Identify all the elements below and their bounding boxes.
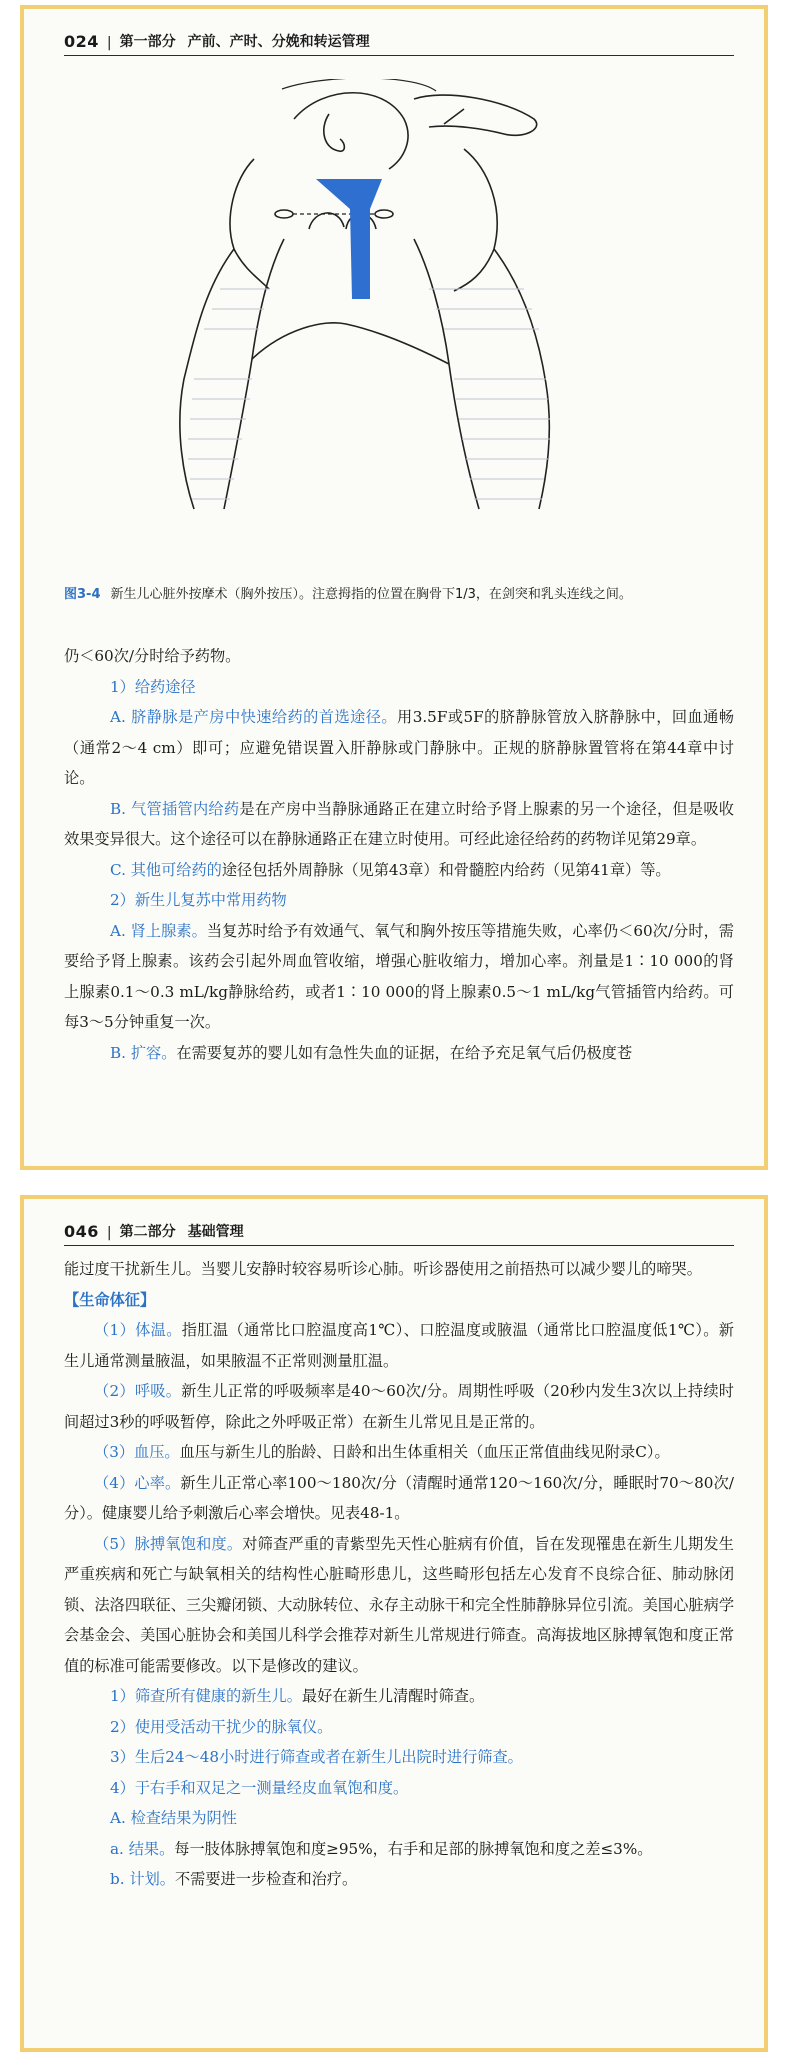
chapter-title: 基础管理	[187, 1224, 244, 1240]
list-item-measure-site: 4）于右手和双足之一测量经皮血氧饱和度。	[110, 1778, 409, 1797]
page-header	[64, 21, 734, 56]
page-header	[64, 1211, 734, 1246]
figure-caption-text: 新生儿心脏外按摩术（胸外按压）。注意拇指的位置在胸骨下1/3，在剑突和乳头连线之间。	[110, 587, 632, 602]
heading-negative-result: A. 检查结果为阴性	[110, 1809, 237, 1827]
header-separator: |	[106, 1225, 112, 1241]
part-label: 第一部分	[119, 34, 176, 50]
page2-body	[64, 1254, 734, 1895]
para-pulse-oximetry: （5）脉搏氧饱和度。对筛查严重的青紫型先天性心脏病有价值，旨在发现罹患在新生儿期发生严重疾病和死亡与缺氧相关的结构性心脏畸形患儿，这些畸形包括左心发育不良综合征、肺动脉闭锁、法洛四联征、三尖瓣闭锁、大动脉转位、永存主动脉干和完全性肺静脉异位引流。美国心脏病学会基金会、美国心脏协会和美国儿科学会推荐对新生儿常规进行筛查。高海拔地区脉搏氧饱和度正常值的标准可能需要修改。以下是修改的建议。	[64, 1534, 734, 1675]
heading-common-drugs: 2）新生儿复苏中常用药物	[110, 891, 287, 909]
page-024	[20, 5, 768, 1170]
chest-compression-figure	[84, 79, 644, 579]
para-epinephrine: A. 肾上腺素。当复苏时给予有效通气、氧气和胸外按压等措施失败，心率仍＜60次/分时，需要给予肾上腺素。该药会引起外周血管收缩，增强心脏收缩力，增加心率。剂量是1∶10 000的肾上腺素0.1～0.3 mL/kg静脉给药，或者1∶10 000的肾上腺素0.5～1 mL/kg气管插管内给药。可每3～5分钟重复一次。	[64, 921, 734, 1031]
para-heart-rate: （4）心率。新生儿正常心率100～180次/分（清醒时通常120～160次/分，睡眠时70～80次/分）。健康婴儿给予刺激后心率会增快。见表48-1。	[64, 1473, 734, 1522]
list-item-oximeter: 2）使用受活动干扰少的脉氧仪。	[110, 1717, 333, 1736]
para-continuation: 能过度干扰新生儿。当婴儿安静时较容易听诊心肺。听诊器使用之前捂热可以减少婴儿的啼哭。	[64, 1260, 702, 1278]
para-umbilical-vein: A. 脐静脉是产房中快速给药的首选途径。用3.5F或5F的脐静脉管放入脐静脉中，回血通畅（通常2～4 cm）即可；应避免错误置入肝静脉或门静脉中。正规的脐静脉置管将在第44章中讨论。	[64, 708, 734, 787]
page-046	[20, 1195, 768, 2052]
para-volume-expansion: B. 扩容。在需要复苏的婴儿如有急性失血的证据，在给予充足氧气后仍极度苍	[110, 1043, 633, 1062]
part-label: 第二部分	[119, 1224, 176, 1240]
para-temperature: （1）体温。指肛温（通常比口腔温度高1℃）、口腔温度或腋温（通常比口腔温度低1℃）。新生儿通常测量腋温，如果腋温不正常则测量肛温。	[64, 1321, 734, 1370]
para-other-routes: C. 其他可给药的途径包括外周静脉（见第43章）和骨髓腔内给药（见第41章）等。	[110, 860, 671, 879]
para-continuation: 仍＜60次/分时给予药物。	[64, 647, 241, 665]
figure-label: 图3-4	[64, 587, 101, 602]
page-number: 024	[64, 32, 99, 51]
para-plan: b. 计划。不需要进一步检查和治疗。	[110, 1870, 358, 1888]
para-result: a. 结果。每一肢体脉搏氧饱和度≥95%，右手和足部的脉搏氧饱和度之差≤3%。	[110, 1839, 653, 1858]
list-item-timing: 3）生后24～48小时进行筛查或者在新生儿出院时进行筛查。	[110, 1748, 523, 1766]
chapter-title: 产前、产时、分娩和转运管理	[187, 34, 370, 50]
sternum-highlight	[316, 179, 382, 299]
para-blood-pressure: （3）血压。血压与新生儿的胎龄、日龄和出生体重相关（血压正常值曲线见附录C）。	[94, 1443, 670, 1461]
page1-body	[64, 641, 734, 1068]
list-item-screen-all: 1）筛查所有健康的新生儿。最好在新生儿清醒时筛查。	[110, 1687, 485, 1705]
heading-routes: 1）给药途径	[110, 677, 196, 696]
section-vital-signs: 【生命体征】	[64, 1290, 156, 1309]
header-separator: |	[106, 35, 112, 51]
para-endotracheal: B. 气管插管内给药是在产房中当静脉通路正在建立时给予肾上腺素的另一个途径，但是吸收效果变异很大。这个途径可以在静脉通路正在建立时使用。可经此途径给药的药物详见第29章。	[64, 799, 734, 848]
para-respiration: （2）呼吸。新生儿正常的呼吸频率是40～60次/分。周期性呼吸（20秒内发生3次以上持续时间超过3秒的呼吸暂停，除此之外呼吸正常）在新生儿常见且是正常的。	[64, 1382, 734, 1431]
page-number: 046	[64, 1222, 99, 1241]
figure-caption	[64, 584, 724, 605]
